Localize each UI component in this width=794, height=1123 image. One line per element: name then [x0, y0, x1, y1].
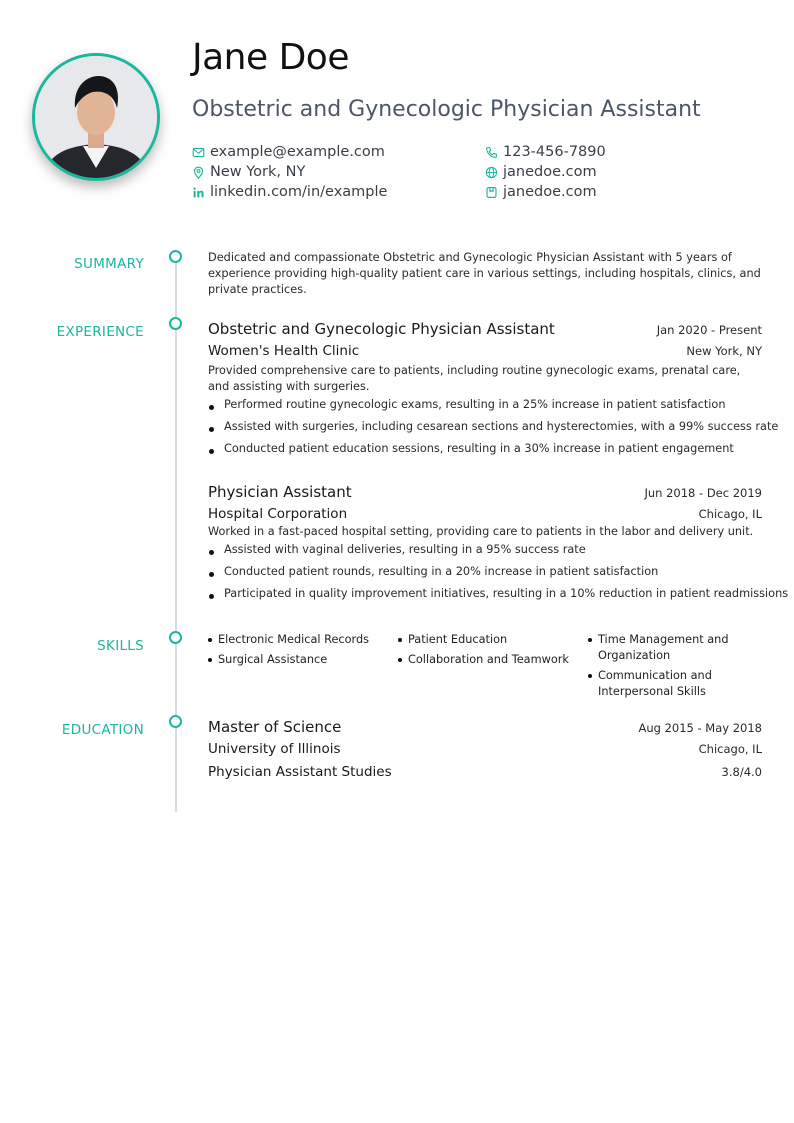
gpa: 3.8/4.0	[721, 765, 762, 779]
contact-email[interactable]	[192, 143, 385, 161]
achievement-item: Assisted with surgeries, including cesarean sections and hysterectomies, with a 99% success rate	[208, 419, 762, 435]
education-entry	[208, 717, 762, 781]
achievement-item: Conducted patient education sessions, resulting in a 30% increase in patient engagement	[208, 441, 762, 457]
achievement-item: Participated in quality improvement initiatives, resulting in a 10% reduction in patient readmissions	[208, 586, 762, 602]
job-entry	[208, 319, 779, 463]
job-company: Hospital Corporation	[208, 506, 348, 522]
linkedin-icon	[192, 186, 205, 199]
skills-column	[398, 632, 588, 704]
job-title: Obstetric and Gynecologic Physician Assistant	[208, 320, 555, 338]
contact-portfolio[interactable]	[485, 183, 597, 201]
job-description: Provided comprehensive care to patients, including routine gynecologic exams, prenatal care, and assisting with surgeries.	[208, 364, 741, 393]
skill-item: Communication and Interpersonal Skills	[588, 668, 758, 700]
job-dates: Jun 2018 - Dec 2019	[644, 486, 762, 500]
linkedin-text: linkedin.com/in/example	[210, 184, 388, 200]
contact-linkedin[interactable]	[192, 183, 387, 201]
skills-column	[588, 632, 758, 704]
skill-item: Surgical Assistance	[208, 652, 398, 668]
skill-item: Collaboration and Teamwork	[398, 652, 588, 668]
job-location: New York, NY	[686, 344, 762, 358]
candidate-title: Obstetric and Gynecologic Physician Assistant	[192, 97, 701, 122]
skills-timeline-dot	[169, 631, 182, 644]
profile-photo	[32, 53, 160, 181]
job-location: Chicago, IL	[698, 507, 762, 521]
skills-column	[208, 632, 398, 704]
field-of-study: Physician Assistant Studies	[208, 764, 392, 780]
summary-heading: SUMMARY	[74, 256, 144, 272]
contact-phone[interactable]	[485, 143, 606, 161]
education-timeline-dot	[169, 715, 182, 728]
phone-icon	[485, 146, 498, 159]
achievement-item: Assisted with vaginal deliveries, resulting in a 95% success rate	[208, 542, 762, 558]
summary-section	[208, 250, 762, 298]
skills-section	[208, 632, 762, 704]
job-entry	[208, 482, 789, 608]
skill-item: Electronic Medical Records	[208, 632, 398, 648]
summary-text: Dedicated and compassionate Obstetric and Gynecologic Physician Assistant with 5 years of experience providing high-quality patient care in various settings, including hospitals, clinics, and private practices.	[208, 251, 761, 296]
job-achievements	[208, 397, 779, 457]
achievement-item: Performed routine gynecologic exams, resulting in a 25% increase in patient satisfaction	[208, 397, 762, 413]
school-name: University of Illinois	[208, 741, 341, 757]
location-text: New York, NY	[210, 164, 306, 180]
job-title: Physician Assistant	[208, 483, 352, 501]
email-text: example@example.com	[210, 144, 385, 160]
education-heading: EDUCATION	[61, 722, 144, 738]
phone-text: 123-456-7890	[503, 144, 606, 160]
degree: Master of Science	[208, 718, 342, 736]
job-dates: Jan 2020 - Present	[656, 323, 762, 337]
globe-icon	[485, 166, 498, 179]
job-achievements	[208, 542, 789, 602]
contact-location	[192, 163, 305, 181]
school-location: Chicago, IL	[698, 742, 762, 756]
mail-icon	[192, 146, 205, 159]
portfolio-icon	[485, 186, 498, 199]
education-dates: Aug 2015 - May 2018	[638, 721, 762, 735]
skill-item: Time Management and Organization	[588, 632, 758, 664]
experience-timeline-dot	[169, 317, 182, 330]
experience-heading: EXPERIENCE	[56, 324, 144, 340]
achievement-item: Conducted patient rounds, resulting in a 20% increase in patient satisfaction	[208, 564, 762, 580]
website-text: janedoe.com	[503, 164, 597, 180]
summary-timeline-dot	[169, 250, 182, 263]
contact-website[interactable]	[485, 163, 597, 181]
skills-heading: SKILLS	[97, 638, 144, 654]
job-description: Worked in a fast-paced hospital setting, providing care to patients in the labor and delivery unit.	[208, 525, 754, 538]
location-pin-icon	[192, 166, 205, 179]
candidate-name: Jane Doe	[192, 37, 349, 78]
timeline-line	[175, 262, 177, 812]
skill-item: Patient Education	[398, 632, 588, 648]
portfolio-text: janedoe.com	[503, 184, 597, 200]
job-company: Women's Health Clinic	[208, 343, 360, 359]
